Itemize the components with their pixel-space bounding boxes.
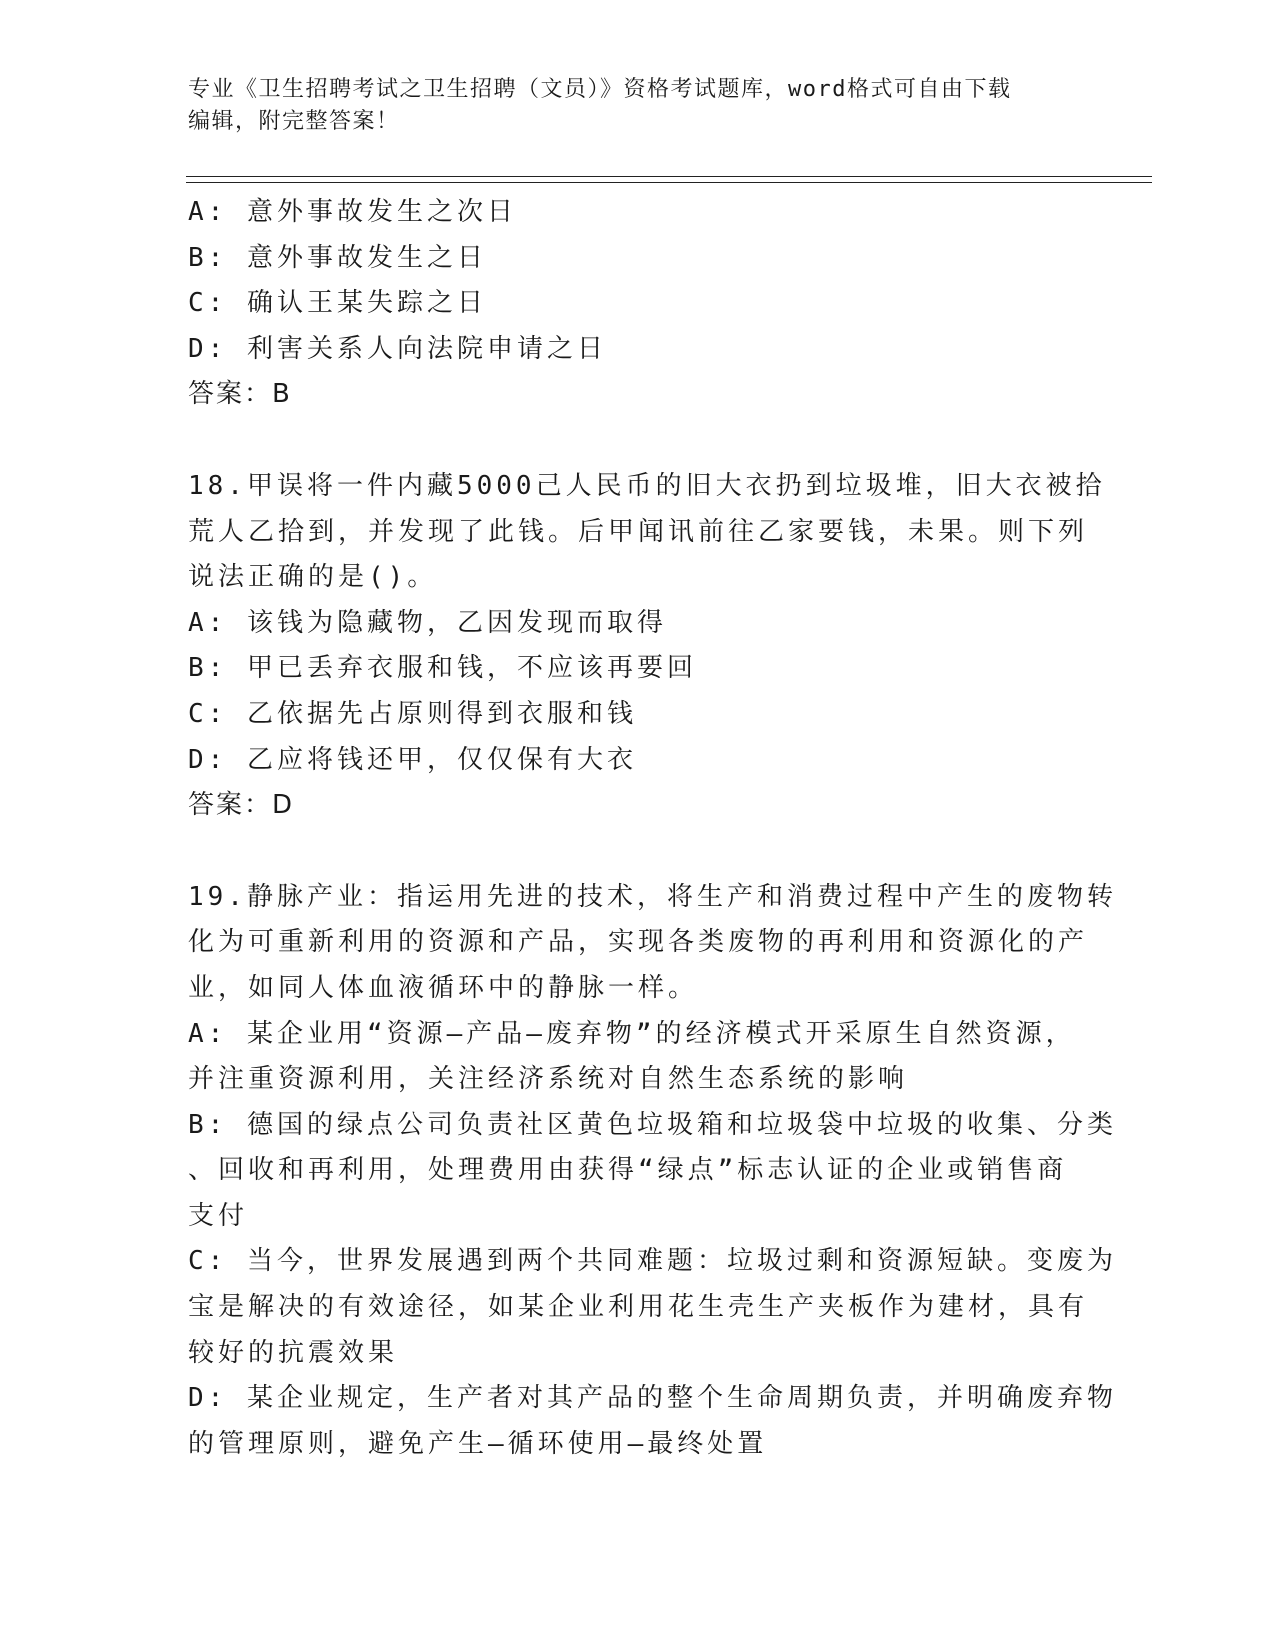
option-b: B: 甲已丢弃衣服和钱，不应该再要回 [188, 653, 697, 684]
header-divider-top [186, 176, 1152, 177]
question-stem-line: 荒人乙拾到，并发现了此钱。后甲闻讯前往乙家要钱，未果。则下列 [188, 516, 1089, 547]
spacer [188, 418, 1088, 464]
question-18 [188, 464, 1106, 829]
document-header [188, 74, 1088, 138]
option-b: B: 意外事故发生之日 [188, 242, 487, 273]
header-line-1: 专业《卫生招聘考试之卫生招聘（文员）》资格考试题库，word格式可自由下载 [188, 77, 1012, 102]
spacer [188, 829, 1088, 875]
option-b-line: 、回收和再利用，处理费用由获得“绿点”标志认证的企业或销售商 [188, 1155, 1068, 1186]
option-d: D: 乙应将钱还甲，仅仅保有大衣 [188, 744, 637, 775]
question-stem-line: 19.静脉产业：指运用先进的技术，将生产和消费过程中产生的废物转 [188, 881, 1117, 912]
question-17 [188, 190, 1088, 418]
option-b-line: B: 德国的绿点公司负责社区黄色垃圾箱和垃圾袋中垃圾的收集、分类 [188, 1109, 1117, 1140]
question-stem-line: 业，如同人体血液循环中的静脉一样。 [188, 972, 699, 1003]
question-19 [188, 875, 1117, 1468]
option-d-line: 的管理原则，避免产生—循环使用—最终处置 [188, 1428, 768, 1459]
question-stem-line: 18.甲误将一件内藏5000己人民币的旧大衣扔到垃圾堆，旧大衣被拾 [188, 470, 1106, 501]
option-c-line: 宝是解决的有效途径，如某企业利用花生壳生产夹板作为建材，具有 [188, 1292, 1089, 1323]
option-c: C: 确认王某失踪之日 [188, 288, 487, 319]
option-c-line: C: 当今，世界发展遇到两个共同难题：垃圾过剩和资源短缺。变废为 [188, 1246, 1117, 1277]
answer: 答案：B [188, 379, 292, 410]
question-stem-line: 说法正确的是()。 [188, 562, 438, 593]
header-line-2: 编辑，附完整答案！ [188, 109, 400, 134]
option-a: A: 意外事故发生之次日 [188, 197, 517, 227]
option-b-line: 支付 [188, 1200, 249, 1231]
question-stem-line: 化为可重新利用的资源和产品，实现各类废物的再利用和资源化的产 [188, 927, 1089, 958]
option-c-line: 较好的抗震效果 [188, 1337, 399, 1368]
option-c: C: 乙依据先占原则得到衣服和钱 [188, 698, 637, 729]
option-d-line: D: 某企业规定，生产者对其产品的整个生命周期负责，并明确废弃物 [188, 1383, 1117, 1414]
answer: 答案：D [188, 790, 295, 821]
header-divider-bottom [186, 182, 1152, 183]
option-a: A: 该钱为隐藏物，乙因发现而取得 [188, 607, 667, 638]
option-a-line: A: 某企业用“资源—产品—废弃物”的经济模式开采原生自然资源， [188, 1018, 1076, 1049]
option-d: D: 利害关系人向法院申请之日 [188, 333, 607, 364]
option-a-line: 并注重资源利用，关注经济系统对自然生态系统的影响 [188, 1064, 909, 1095]
question-list [188, 190, 1117, 1467]
